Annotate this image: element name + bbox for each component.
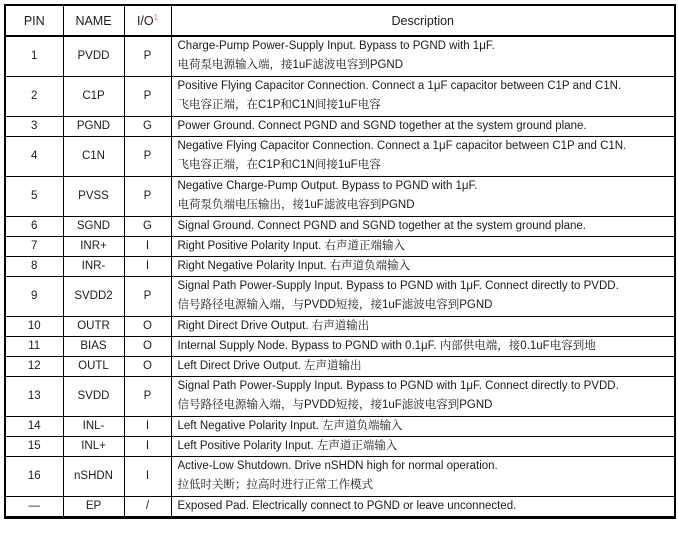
column-header-pin bbox=[5, 5, 63, 36]
column-header-name bbox=[63, 5, 124, 36]
pin-cell: 2 bbox=[5, 76, 63, 116]
name-cell: INR+ bbox=[63, 236, 124, 256]
table-row bbox=[5, 356, 675, 376]
description-line: Right Direct Drive Output. 右声道输出 bbox=[177, 319, 370, 332]
description-line: Internal Supply Node. Bypass to PGND with 0.1μF. 内部供电端，接0.1uF电容到地 bbox=[177, 339, 596, 352]
description-line: Right Positive Polarity Input. 右声道正端输入 bbox=[177, 239, 406, 252]
description-line: 信号路径电源输入端，与PVDD短接，接1uF滤波电容到PGND bbox=[177, 299, 493, 311]
description-cell bbox=[171, 456, 675, 496]
io-cell: P bbox=[124, 136, 171, 176]
description-cell bbox=[171, 116, 675, 136]
io-cell: P bbox=[124, 176, 171, 216]
description-line: 飞电容正端，在C1P和C1N间接1uF电容 bbox=[177, 159, 381, 171]
pin-cell: 14 bbox=[5, 416, 63, 436]
io-cell: I bbox=[124, 256, 171, 276]
pin-cell: 7 bbox=[5, 236, 63, 256]
description-cell bbox=[171, 416, 675, 436]
description-line: Left Negative Polarity Input. 左声道负端输入 bbox=[177, 419, 403, 432]
table-row bbox=[5, 276, 675, 316]
description-line: Power Ground. Connect PGND and SGND together at the system ground plane. bbox=[177, 119, 587, 132]
pin-cell: 1 bbox=[5, 36, 63, 76]
description-line: 电荷泵负端电压输出，接1uF滤波电容到PGND bbox=[177, 199, 415, 211]
io-cell: O bbox=[124, 336, 171, 356]
name-cell: C1P bbox=[63, 76, 124, 116]
name-cell: INL- bbox=[63, 416, 124, 436]
pin-cell: 4 bbox=[5, 136, 63, 176]
name-cell: OUTL bbox=[63, 356, 124, 376]
name-cell: PGND bbox=[63, 116, 124, 136]
description-line: Signal Path Power-Supply Input. Bypass to PGND with 1μF. Connect directly to PVDD. bbox=[177, 380, 619, 392]
table-header bbox=[5, 5, 675, 36]
table-row bbox=[5, 176, 675, 216]
description-cell bbox=[171, 36, 675, 76]
description-cell bbox=[171, 336, 675, 356]
pin-cell: 9 bbox=[5, 276, 63, 316]
name-cell: OUTR bbox=[63, 316, 124, 336]
name-cell: EP bbox=[63, 496, 124, 517]
description-cell bbox=[171, 236, 675, 256]
name-cell: BIAS bbox=[63, 336, 124, 356]
description-cell bbox=[171, 276, 675, 316]
description-cell bbox=[171, 496, 675, 517]
pin-cell: 13 bbox=[5, 376, 63, 416]
description-line: 拉低时关断；拉高时进行正常工作模式 bbox=[177, 479, 373, 491]
table-row bbox=[5, 236, 675, 256]
column-header-description bbox=[171, 5, 675, 36]
table-row bbox=[5, 456, 675, 496]
description-line: Exposed Pad. Electrically connect to PGND or leave unconnected. bbox=[177, 499, 517, 512]
description-cell bbox=[171, 316, 675, 336]
table-row bbox=[5, 256, 675, 276]
description-cell bbox=[171, 256, 675, 276]
description-line: Charge-Pump Power-Supply Input. Bypass to PGND with 1μF. bbox=[177, 40, 495, 53]
pin-cell: 8 bbox=[5, 256, 63, 276]
description-line: Signal Ground. Connect PGND and SGND together at the system ground plane. bbox=[177, 219, 586, 232]
table-row bbox=[5, 376, 675, 416]
io-footnote-superscript: 1 bbox=[153, 12, 159, 22]
io-cell: I bbox=[124, 456, 171, 496]
io-cell: G bbox=[124, 116, 171, 136]
table-row bbox=[5, 136, 675, 176]
pin-cell: — bbox=[5, 496, 63, 517]
table-row bbox=[5, 36, 675, 76]
name-cell: SGND bbox=[63, 216, 124, 236]
table-row bbox=[5, 316, 675, 336]
io-cell: I bbox=[124, 436, 171, 456]
io-cell: I bbox=[124, 236, 171, 256]
description-line: 飞电容正端，在C1P和C1N间接1uF电容 bbox=[177, 99, 381, 111]
name-cell: INL+ bbox=[63, 436, 124, 456]
column-header-description-label: Description bbox=[391, 13, 455, 28]
table-body bbox=[5, 36, 675, 517]
description-cell bbox=[171, 356, 675, 376]
io-cell: I bbox=[124, 416, 171, 436]
description-line: Active-Low Shutdown. Drive nSHDN high for normal operation. bbox=[177, 460, 498, 472]
description-line: Positive Flying Capacitor Connection. Connect a 1μF capacitor between C1P and C1N. bbox=[177, 80, 622, 92]
pin-cell: 6 bbox=[5, 216, 63, 236]
description-cell bbox=[171, 376, 675, 416]
description-line: Right Negative Polarity Input. 右声道负端输入 bbox=[177, 259, 411, 272]
io-cell: O bbox=[124, 316, 171, 336]
io-cell: P bbox=[124, 376, 171, 416]
table-row bbox=[5, 116, 675, 136]
pin-description-table bbox=[4, 4, 676, 519]
io-cell: O bbox=[124, 356, 171, 376]
io-cell: P bbox=[124, 76, 171, 116]
description-line: Negative Charge-Pump Output. Bypass to PGND with 1μF. bbox=[177, 180, 478, 192]
pin-cell: 11 bbox=[5, 336, 63, 356]
table-row bbox=[5, 216, 675, 236]
column-header-io-label: I/O bbox=[136, 13, 154, 28]
name-cell: SVDD bbox=[63, 376, 124, 416]
description-cell bbox=[171, 436, 675, 456]
pin-cell: 16 bbox=[5, 456, 63, 496]
name-cell: nSHDN bbox=[63, 456, 124, 496]
description-cell bbox=[171, 216, 675, 236]
table-row bbox=[5, 76, 675, 116]
table-row bbox=[5, 496, 675, 517]
table-row bbox=[5, 416, 675, 436]
name-cell: INR- bbox=[63, 256, 124, 276]
io-cell: P bbox=[124, 276, 171, 316]
pin-cell: 12 bbox=[5, 356, 63, 376]
column-header-io bbox=[124, 5, 171, 36]
name-cell: PVSS bbox=[63, 176, 124, 216]
description-line: 电荷泵电源输入端，接1uF滤波电容到PGND bbox=[177, 59, 404, 72]
description-cell bbox=[171, 136, 675, 176]
description-line: Left Direct Drive Output. 左声道输出 bbox=[177, 359, 362, 372]
column-header-name-label: NAME bbox=[75, 13, 112, 28]
description-line: Signal Path Power-Supply Input. Bypass to PGND with 1μF. Connect directly to PVDD. bbox=[177, 280, 619, 292]
table-row bbox=[5, 336, 675, 356]
description-line: Left Positive Polarity Input. 左声道正端输入 bbox=[177, 439, 398, 452]
description-line: Negative Flying Capacitor Connection. Connect a 1μF capacitor between C1P and C1N. bbox=[177, 140, 627, 152]
pin-cell: 10 bbox=[5, 316, 63, 336]
name-cell: PVDD bbox=[63, 36, 124, 76]
name-cell: SVDD2 bbox=[63, 276, 124, 316]
io-cell: / bbox=[124, 496, 171, 517]
column-header-pin-label: PIN bbox=[23, 13, 45, 28]
name-cell: C1N bbox=[63, 136, 124, 176]
table-row bbox=[5, 436, 675, 456]
io-cell: P bbox=[124, 36, 171, 76]
io-cell: G bbox=[124, 216, 171, 236]
header-row bbox=[5, 5, 675, 36]
pin-cell: 3 bbox=[5, 116, 63, 136]
pin-cell: 15 bbox=[5, 436, 63, 456]
description-line: 信号路径电源输入端，与PVDD短接，接1uF滤波电容到PGND bbox=[177, 399, 493, 411]
pin-cell: 5 bbox=[5, 176, 63, 216]
description-cell bbox=[171, 76, 675, 116]
description-cell bbox=[171, 176, 675, 216]
